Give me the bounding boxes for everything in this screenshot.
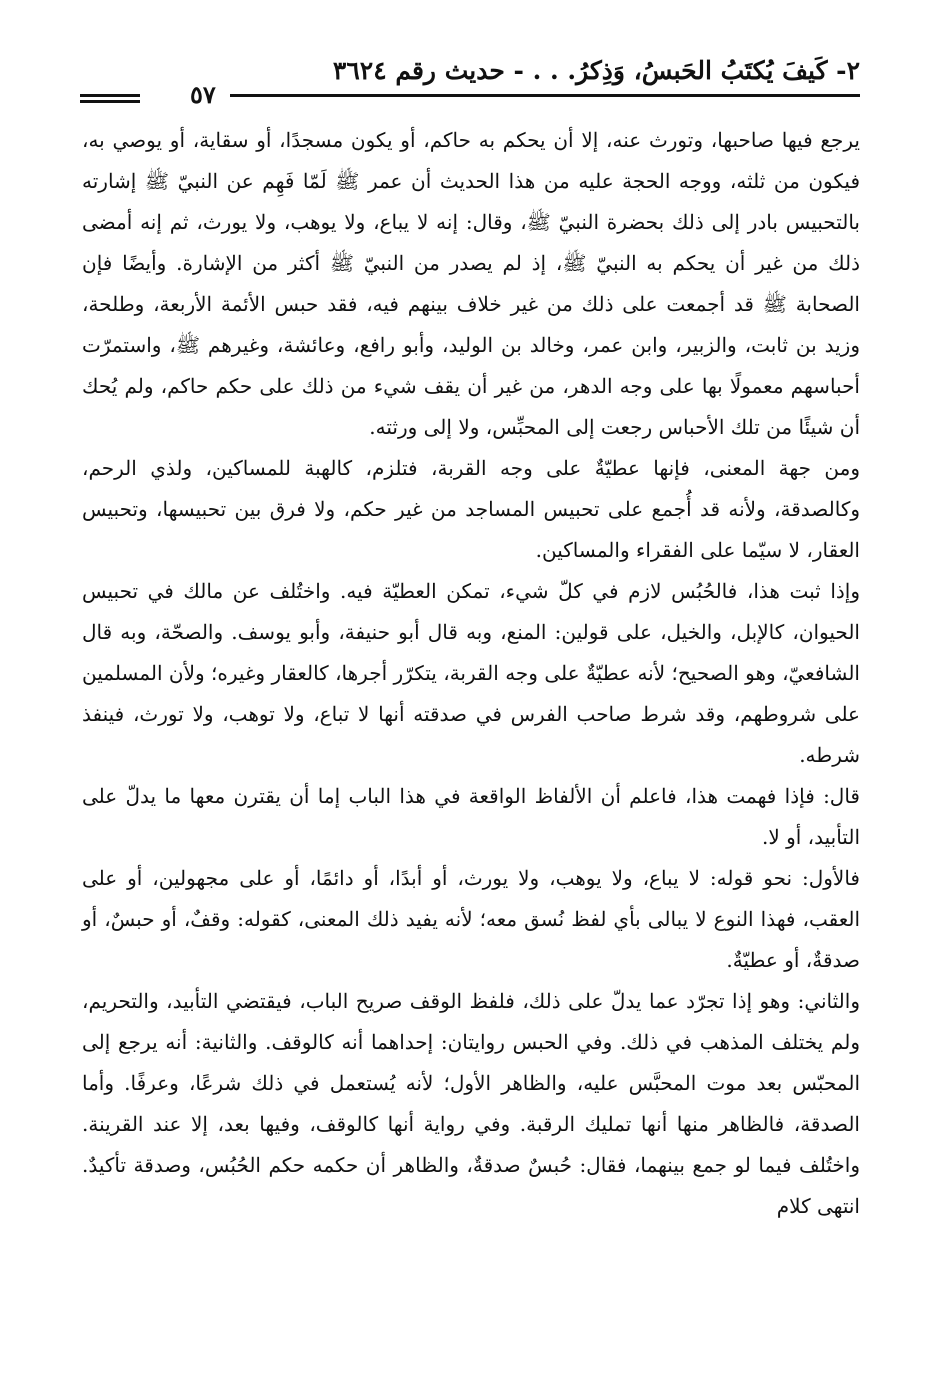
page-body xyxy=(82,120,860,1227)
paragraph-1: يرجع فيها صاحبها، وتورث عنه، إلا أن يحكم به حاكم، أو يكون مسجدًا، أو سقاية، أو يوصي به، فيكون من ثلثه، ووجه الحجة عليه من هذا الحديث أن عمر ﷺ لَمّا فَهِم عن النبيّ ﷺ إشارته بالتحبيس بادر إلى ذلك بحضرة النبيّ ﷺ، وقال: إنه لا يباع، ولا يوهب، ولا يورث، ثم إنه أمضى ذلك من غير أن يحكم به النبيّ ﷺ، إذ لم يصدر من النبيّ ﷺ أكثر من الإشارة. وأيضًا فإن الصحابة ﷺ قد أجمعت على ذلك من غير خلاف بينهم فيه، فقد حبس الأئمة الأربعة، وطلحة، وزيد بن ثابت، والزبير، وابن عمر، وخالد بن الوليد، وأبو رافع، وعائشة، وغيرهم ﷺ، واستمرّت أحباسهم معمولًا بها على وجه الدهر، من غير أن يقف شيء من ذلك على حكم حاكم، ولم يُحك أن شيئًا من تلك الأحباس رجعت إلى المحبِّس، ولا إلى ورثته. xyxy=(82,128,860,439)
header-rule-left-upper xyxy=(80,94,140,97)
paragraph-5: فالأول: نحو قوله: لا يباع، ولا يوهب، ولا يورث، أو أبدًا، أو دائمًا، أو على مجهولين، أو على العقب، فهذا النوع لا يبالى بأي لفظ نُسق معه؛ لأنه يفيد ذلك المعنى، كقوله: وقفٌ، أو حبسٌ، أو صدقةٌ، أو عطيّةٌ. xyxy=(82,866,860,972)
paragraph-3: وإذا ثبت هذا، فالحُبُس لازم في كلّ شيء، تمكن العطيّة فيه. واختُلف عن مالك في تحبيس الحيوان، كالإبل، والخيل، على قولين: المنع، وبه قال أبو حنيفة، وأبو يوسف. والصحّة، وبه قال الشافعيّ، وهو الصحيح؛ لأنه عطيّةٌ على وجه القربة، يتكرّر أجرها، كالعقار وغيره؛ ولأن المسلمين على شروطهم، وقد شرط صاحب الفرس في صدقته أنها لا تباع، ولا توهب، ولا تورث، فينفذ شرطه. xyxy=(82,579,860,767)
paragraph-6: والثاني: وهو إذا تجرّد عما يدلّ على ذلك، فلفظ الوقف صريح الباب، فيقتضي التأبيد، والتحريم، ولم يختلف المذهب في ذلك. وفي الحبس روايتان: إحداهما أنه كالوقف. والثانية: أنه يرجع إلى المحبّس بعد موت المحبَّس عليه، والظاهر الأول؛ لأنه يُستعمل في ذلك شرعًا، وعرفًا. وأما الصدقة، فالظاهر منها أنها تمليك الرقبة. وفي رواية أنها كالوقف، وفيها بعد، إلا عند القرينة. واختُلف فيما لو جمع بينهما، فقال: حُبسٌ صدقةٌ، والظاهر أن حكمه حكم الحُبُس، وصدقة تأكيدٌ. انتهى كلام xyxy=(82,989,860,1218)
header-rule xyxy=(230,94,860,97)
paragraph-4: قال: فإذا فهمت هذا، فاعلم أن الألفاظ الواقعة في هذا الباب إما أن يقترن معها ما يدلّ على التأبيد، أو لا. xyxy=(82,784,860,849)
page-header xyxy=(80,52,860,109)
running-title: ٢- كَيفَ يُكتَبُ الحَبسُ، وَذِكرُ. . . - حديث رقم ٣٦٢٤ xyxy=(332,56,860,85)
header-rule-left-lower xyxy=(80,100,140,103)
paragraph-2: ومن جهة المعنى، فإنها عطيّةٌ على وجه القربة، فتلزم، كالهبة للمساكين، ولذي الرحم، وكالصدقة، ولأنه قد أُجمع على تحبيس المساجد من غير حكم، ولا فرق بين تحبيسها، وتحبيس العقار، لا سيّما على الفقراء والمساكين. xyxy=(82,456,860,562)
page-number: ٥٧ xyxy=(190,80,216,109)
